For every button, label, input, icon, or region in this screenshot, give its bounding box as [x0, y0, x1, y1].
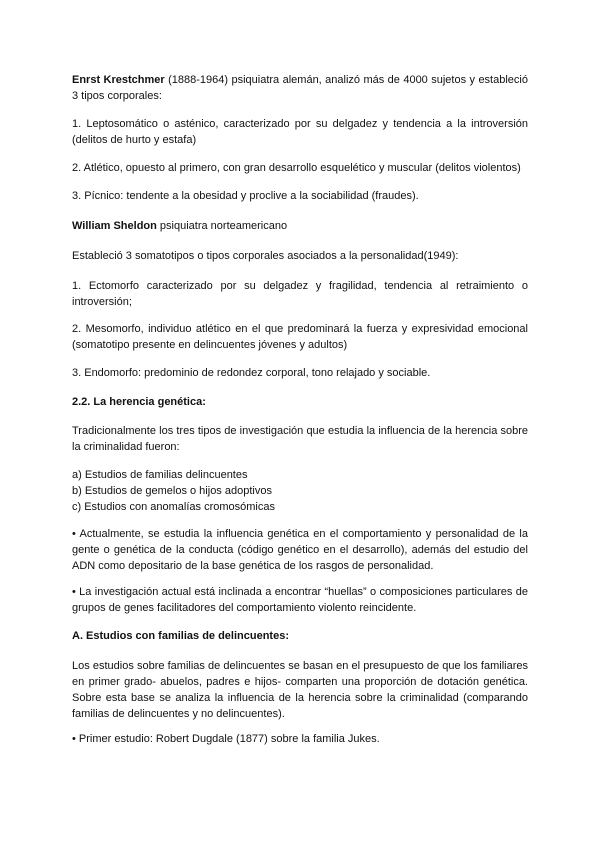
sheldon-somatotypes: Estableció 3 somatotipos o tipos corporales asociados a la personalidad(1949):: [72, 250, 459, 262]
kretschmer-type-3: 3. Pícnico: tendente a la obesidad y proclive a la sociabilidad (fraudes).: [72, 190, 419, 202]
herencia-intro: Tradicionalmente los tres tipos de investigación que estudia la influencia de la herencia sobre la criminalidad fueron:: [72, 425, 528, 453]
list-item: a) Estudios de familias delincuentes: [72, 469, 248, 481]
sheldon-text: psiquiatra norteamericano: [156, 220, 288, 232]
section-heading-herencia: 2.2. La herencia genética:: [72, 396, 206, 408]
kretschmer-name: Enrst Krestchmer: [72, 74, 165, 86]
sheldon-type-3: 3. Endomorfo: predominio de redondez corporal, tono relajado y sociable.: [72, 367, 431, 379]
kretschmer-type-2: 2. Atlético, opuesto al primero, con gran desarrollo esquelético y muscular (delitos violentos): [72, 162, 521, 174]
familias-paragraph: Los estudios sobre familias de delincuentes se basan en el presupuesto de que los familiares en primer grado- abuelos, padres e hijos- comparten una proporción de dotación genética. Sobre esta base se analiza la influencia de la herencia sobre la criminalidad (comparando familias de delincuentes y no delincuentes).: [72, 660, 528, 720]
sheldon-type-2: 2. Mesomorfo, individuo atlético en el que predominará la fuerza y expresividad emocional (somatotipo presente en delincuentes jóvenes y adultos): [72, 323, 528, 351]
kretschmer-intro: [72, 72, 528, 104]
sheldon-name: William Sheldon: [72, 220, 157, 232]
sheldon-intro: [72, 218, 528, 234]
kretschmer-text: (1888-1964) psiquiatra alemán, analizó más de 4000 sujetos y estableció 3 tipos corporales:: [72, 74, 528, 102]
sheldon-type-1: 1. Ectomorfo caracterizado por su delgadez y fragilidad, tendencia al retraimiento o introversión;: [72, 280, 528, 308]
list-item: b) Estudios de gemelos o hijos adoptivos: [72, 485, 272, 497]
bullet-genetica-actual: • Actualmente, se estudia la influencia genética en el comportamiento y personalidad de la gente o genética de la conducta (código genético en el desarrollo), además del estudio del ADN como depositario de la base genética de los rasgos de personalidad.: [72, 528, 528, 572]
list-item: c) Estudios con anomalías cromosómicas: [72, 501, 275, 513]
bullet-dugdale: • Primer estudio: Robert Dugdale (1877) sobre la familia Jukes.: [72, 733, 380, 745]
bullet-investigacion-actual: • La investigación actual está inclinada a encontrar “huellas” o composiciones particulares de grupos de genes facilitadores del comportamiento violento reincidente.: [72, 586, 528, 614]
kretschmer-type-1: 1. Leptosomático o asténico, caracterizado por su delgadez y tendencia a la introversión (delitos de hurto y estafa): [72, 118, 528, 146]
section-heading-familias: A. Estudios con familias de delincuentes:: [72, 630, 289, 642]
research-types-list: [72, 467, 528, 515]
